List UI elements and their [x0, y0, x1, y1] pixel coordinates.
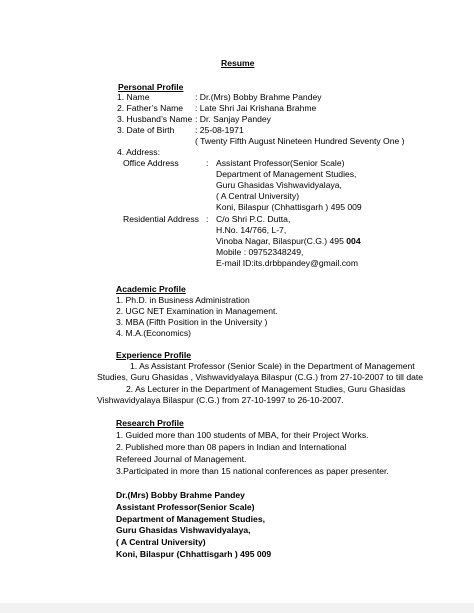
father-value: : Late Shri Jai Krishana Brahme	[195, 103, 317, 113]
residential-address-line	[216, 236, 361, 247]
office-address-line: Guru Ghasidas Vishwavidyalaya,	[216, 180, 342, 190]
name-value: : Dr.(Mrs) Bobby Brahme Pandey	[195, 92, 322, 102]
signature-line: ( A Central University)	[116, 537, 206, 547]
husband-label: 3. Husband’s Name	[117, 114, 193, 124]
research-line: 2. Published more than 08 papers in Indian and International	[116, 442, 347, 452]
signature-line: Assistant Professor(Senior Scale)	[116, 502, 255, 512]
dob-words: ( Twenty Fifth August Nineteen Hundred Seventy One )	[195, 136, 405, 146]
residential-address-line: Mobile : 09752348249,	[216, 247, 304, 257]
experience-line: 1. As Assistant Professor (Senior Scale) in the Department of Management	[130, 361, 415, 371]
academic-profile-heading: Academic Profile	[116, 284, 186, 294]
signature-line: Koni, Bilaspur (Chhattisgarh ) 495 009	[116, 549, 272, 559]
husband-value: : Dr. Sanjay Pandey	[195, 114, 271, 124]
page-bottom-edge	[0, 603, 474, 613]
research-line: 1. Guided more than 100 students of MBA, for their Project Works.	[116, 430, 369, 440]
office-address-colon: :	[206, 158, 209, 168]
experience-line: Vishwavidyalaya Bilaspur (C.G.) from 27-10-1997 to 26-10-2007.	[97, 395, 344, 405]
academic-item: 1. Ph.D. in Business Administration	[116, 295, 250, 305]
office-address-line: ( A Central University)	[216, 191, 300, 201]
office-address-label: Office Address	[123, 158, 179, 168]
experience-line: Studies, Guru Ghasidas , Vishwavidyalaya Bilaspur (C.G.) from 27-10-2007 to till date	[97, 372, 424, 382]
signature-name: Dr.(Mrs) Bobby Brahme Pandey	[116, 490, 245, 500]
experience-line: 2. As Lecturer in the Department of Management Studies, Guru Ghasidas	[126, 384, 406, 394]
dob-label: 3. Date of Birth	[117, 125, 175, 135]
dob-value: : 25-08-1971	[195, 125, 244, 135]
academic-item: 2. UGC NET Examination in Management.	[116, 306, 278, 316]
residential-pin-bold: 004	[346, 236, 361, 246]
research-line: 3.Participated in more than 15 national conferences as paper presenter.	[116, 466, 389, 476]
address-label: 4. Address:	[117, 147, 160, 157]
academic-item: 4. M.A.(Economics)	[116, 328, 191, 338]
name-label: 1. Name	[117, 92, 150, 102]
research-line: Refereed Journal of Management.	[116, 454, 247, 464]
office-address-line: Koni, Bilaspur (Chhattisgarh ) 495 009	[216, 202, 362, 212]
residential-address-colon: :	[206, 214, 209, 224]
signature-line: Department of Management Studies,	[116, 514, 265, 524]
father-label: 2. Father’s Name	[117, 103, 184, 113]
residential-address-line: E-mail ID:its.drbbpandey@gmail.com	[216, 258, 358, 268]
residential-address-line: H.No. 14/766, L-7,	[216, 225, 287, 235]
residential-address-line: C/o Shri P.C. Dutta,	[216, 214, 291, 224]
research-profile-heading: Research Profile	[116, 418, 184, 428]
resume-title: Resume	[221, 58, 255, 68]
residential-address-label: Residential Address	[123, 214, 199, 224]
signature-line: Guru Ghasidas Vishwavidyalaya,	[116, 525, 251, 535]
office-address-line: Assistant Professor(Senior Scale)	[216, 158, 345, 168]
office-address-line: Department of Management Studies,	[216, 169, 357, 179]
academic-item: 3. MBA (Fifth Position in the University )	[116, 317, 268, 327]
personal-profile-heading: Personal Profile	[118, 82, 184, 92]
experience-profile-heading: Experience Profile	[116, 350, 191, 360]
residential-address-city: Vinoba Nagar, Bilaspur(C.G.) 495	[216, 236, 344, 246]
